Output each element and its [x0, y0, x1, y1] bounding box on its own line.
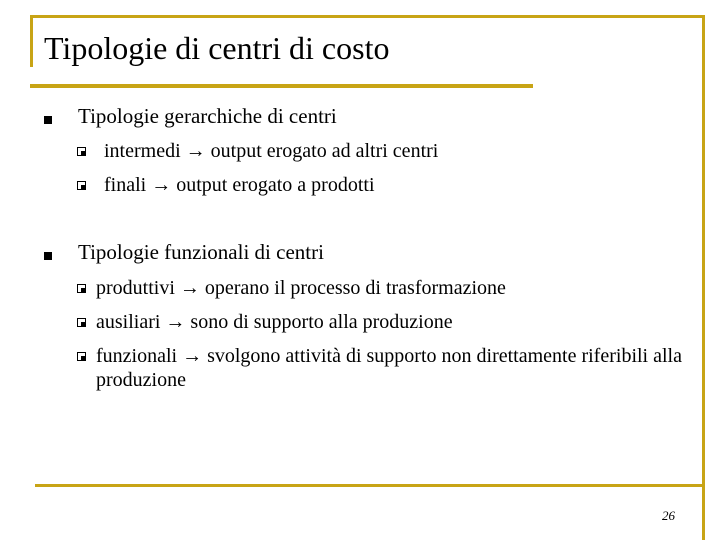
- page-number: 26: [662, 508, 675, 523]
- frame-top-rule: [30, 15, 705, 18]
- frame-right-rule: [702, 15, 705, 540]
- checkbox-bullet-icon: [77, 352, 86, 361]
- title-underline: [30, 84, 533, 88]
- list-item: ausiliari → sono di supporto alla produzione: [96, 311, 453, 333]
- footer-rule: [35, 484, 705, 487]
- list-item: produttivi → operano il processo di trasformazione: [96, 277, 506, 299]
- slide-title: Tipologie di centri di costo: [44, 30, 390, 66]
- square-bullet-icon: [44, 116, 52, 124]
- checkbox-bullet-icon: [77, 181, 86, 190]
- checkbox-bullet-icon: [77, 147, 86, 156]
- frame-left-rule: [30, 15, 33, 67]
- list-item: intermedi → output erogato ad altri centri: [104, 140, 439, 162]
- section-heading: Tipologie gerarchiche di centri: [78, 104, 337, 128]
- list-item: funzionali → svolgono attività di supporto non direttamente riferibili alla produzione: [96, 345, 682, 391]
- checkbox-bullet-icon: [77, 284, 86, 293]
- square-bullet-icon: [44, 252, 52, 260]
- checkbox-bullet-icon: [77, 318, 86, 327]
- list-item: finali → output erogato a prodotti: [104, 174, 375, 196]
- section-heading: Tipologie funzionali di centri: [78, 240, 324, 264]
